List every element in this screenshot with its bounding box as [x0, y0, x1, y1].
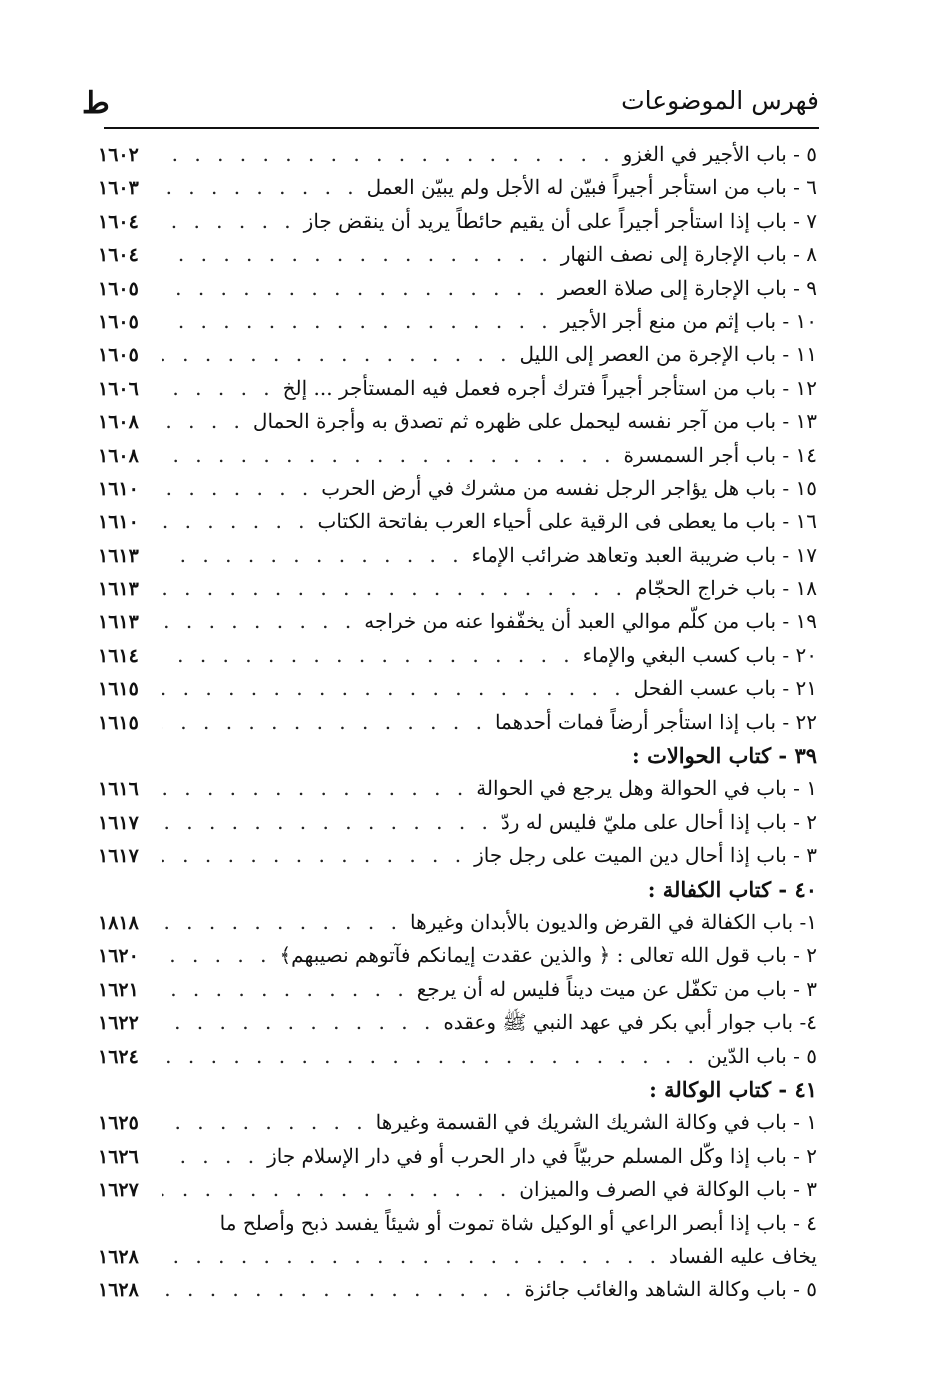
toc-entry — [98, 472, 817, 505]
leader-dots — [162, 605, 356, 638]
toc-entry-page: ١٦١٠ — [98, 477, 139, 500]
toc-entry — [98, 839, 817, 872]
leader-dots — [162, 405, 245, 438]
toc-entry-title: ٢٢ - باب إذا استأجر أرضاً فمات أحدهما — [494, 709, 817, 734]
table-of-contents — [98, 138, 817, 1307]
toc-entry — [98, 605, 817, 638]
toc-entry — [98, 1240, 817, 1273]
toc-entry-page: ١٦٠٤ — [98, 210, 139, 233]
toc-entry — [98, 772, 817, 805]
page-header — [82, 86, 819, 120]
toc-entry-title: ١٨ - باب خراج الحجّام — [635, 576, 817, 601]
leader-dots — [162, 772, 468, 805]
toc-entry-title: ٢ - باب إذا وكّل المسلم حربيّاً في دار الحرب أو في دار الإسلام جاز — [267, 1143, 817, 1168]
toc-entry-title: ١ - باب في وكالة الشريك الشريك في القسمة وغيرها — [375, 1110, 817, 1135]
leader-dots — [162, 305, 553, 338]
toc-entry-page: ١٦٠٨ — [98, 444, 139, 467]
leader-dots — [162, 706, 487, 739]
page-letter: ط — [82, 86, 110, 121]
toc-section-heading — [98, 873, 817, 906]
toc-entry-page: ١٦١٣ — [98, 544, 139, 567]
toc-entry — [98, 1173, 817, 1206]
leader-dots — [162, 1106, 368, 1139]
toc-entry — [98, 572, 817, 605]
toc-entry — [98, 706, 817, 739]
toc-entry-title: ٨ - باب الإجارة إلى نصف النهار — [560, 242, 817, 267]
section-heading-title: ٣٩ - كتاب الحوالات : — [632, 743, 817, 769]
leader-dots — [162, 272, 550, 305]
toc-entry-title: ١٤ - باب أجر السمسرة — [623, 442, 817, 467]
leader-dots — [162, 639, 575, 672]
section-heading-title: ٤١ - كتاب الوكالة : — [649, 1076, 817, 1102]
toc-entry-title: ١١ - باب الإجرة من العصر إلى الليل — [519, 342, 817, 367]
toc-entry-page: ١٨١٨ — [98, 911, 139, 934]
section-heading-title: ٤٠ - كتاب الكفالة : — [647, 876, 817, 902]
leader-dots — [162, 1040, 699, 1073]
leader-dots — [162, 539, 464, 572]
toc-entry — [98, 439, 817, 472]
leader-dots — [162, 672, 626, 705]
toc-entry — [98, 372, 817, 405]
toc-entry-title: ١٩ - باب من كلّم موالي العبد أن يخفّفوا عنه من خراجه — [364, 609, 817, 634]
leader-dots — [162, 1273, 516, 1306]
leader-dots — [162, 338, 512, 371]
toc-entry-page: ١٦٢٦ — [98, 1145, 139, 1168]
toc-entry-title: ٦ - باب من استأجر أجيراً فبيّن له الأجل ولم يبيّن العمل — [366, 175, 817, 200]
toc-entry-page: ١٦٠٢ — [98, 144, 139, 166]
toc-entry-title: ٥ - باب الأجير في الغزو — [622, 142, 817, 166]
toc-entry — [98, 1106, 817, 1139]
toc-entry-page: ١٦٠٥ — [98, 277, 139, 300]
leader-dots — [162, 472, 313, 505]
toc-entry-page: ١٦٢٧ — [98, 1179, 139, 1202]
toc-entry-title: ٥ - باب الدّين — [706, 1043, 817, 1068]
leader-dots — [162, 839, 466, 872]
toc-entry-page: ١٦٠٤ — [98, 244, 139, 267]
toc-entry-title: ٧ - باب إذا استأجر أجيراً على أن يقيم حائطاً يريد أن ينقض جاز — [303, 208, 817, 233]
toc-entry-page: ١٦٢٢ — [98, 1012, 139, 1035]
leader-dots — [162, 238, 553, 271]
toc-entry-title: ١٥ - باب هل يؤاجر الرجل نفسه من مشرك في أرض الحرب — [321, 475, 817, 500]
leader-dots — [162, 1240, 661, 1273]
toc-entry — [98, 272, 817, 305]
toc-entry-page: ١٦١٥ — [98, 711, 139, 734]
toc-section-heading — [98, 739, 817, 772]
toc-section-heading — [98, 1073, 817, 1106]
leader-dots — [162, 439, 615, 472]
toc-entry-title: ١٧ - باب ضريبة العبد وتعاهد ضرائب الإماء — [471, 542, 817, 567]
toc-entry-title: ١ - باب في الحوالة وهل يرجع في الحوالة — [476, 776, 817, 801]
toc-entry-page: ١٦٢٨ — [98, 1245, 139, 1268]
toc-entry-title: يخاف عليه الفساد — [669, 1243, 817, 1268]
toc-entry-title: ٩ - باب الإجارة إلى صلاة العصر — [557, 275, 817, 300]
toc-entry — [98, 205, 817, 238]
toc-entry-title: ١٦ - باب ما يعطى فى الرقية على أحياء العرب بفاتحة الكتاب — [317, 509, 817, 534]
toc-entry — [98, 1140, 817, 1173]
leader-dots — [162, 171, 359, 204]
toc-entry — [98, 806, 817, 839]
toc-entry-title: ٣ - باب إذا أحال دين الميت على رجل جاز — [474, 843, 817, 868]
toc-entry — [98, 305, 817, 338]
leader-dots — [162, 939, 271, 972]
toc-entry — [98, 138, 817, 171]
toc-entry-page: ١٦١٧ — [98, 845, 139, 868]
leader-dots — [162, 1173, 511, 1206]
toc-entry — [98, 338, 817, 371]
toc-entry-page: ١٦٠٣ — [98, 177, 139, 200]
leader-dots — [162, 1140, 259, 1173]
toc-entry-page: ١٦١٦ — [98, 778, 139, 801]
toc-entry-page: ١٦٠٥ — [98, 310, 139, 333]
toc-entry-page: ١٦٢٨ — [98, 1279, 139, 1302]
toc-entry — [98, 973, 817, 1006]
toc-entry-page: ١٦٠٦ — [98, 377, 139, 400]
toc-entry-title: ٢١ - باب عسب الفحل — [633, 676, 817, 701]
toc-entry-continued — [98, 1207, 817, 1240]
toc-entry-page: ١٦٢٠ — [98, 945, 139, 968]
toc-entry-title: ٢ - باب قول الله تعالى : ﴿ والذين عقدت إيمانكم فآتوهم نصيبهم﴾ — [279, 943, 817, 968]
toc-entry — [98, 906, 817, 939]
toc-entry-page: ١٦٠٥ — [98, 344, 139, 367]
leader-dots — [162, 505, 310, 538]
toc-entry — [98, 505, 817, 538]
toc-entry-title: ١٠ - باب إثم من منع أجر الأجير — [560, 308, 817, 333]
toc-entry-page: ١٦٢٥ — [98, 1112, 139, 1135]
toc-entry-title: ٣ - باب من تكفّل عن ميت ديناً فليس له أن يرجع — [416, 976, 817, 1001]
leader-dots — [162, 806, 493, 839]
leader-dots — [162, 1006, 435, 1039]
toc-entry — [98, 1040, 817, 1073]
header-rule — [104, 127, 819, 129]
toc-entry-title: ٢ - باب إذا أحال على مليّ فليس له ردّ — [500, 809, 817, 834]
leader-dots — [162, 205, 296, 238]
toc-entry — [98, 639, 817, 672]
toc-entry-page: ١٦٢٤ — [98, 1045, 139, 1068]
toc-entry — [98, 1006, 817, 1039]
page-title: فهرس الموضوعات — [621, 86, 819, 115]
toc-entry — [98, 171, 817, 204]
leader-dots — [162, 372, 275, 405]
toc-entry-page: ١٦١٥ — [98, 678, 139, 701]
toc-entry-title: ٤- باب جوار أبي بكر في عهد النبي ﷺ وعقده — [443, 1010, 817, 1035]
toc-entry-title: ١- باب الكفالة في القرض والديون بالأبدان وغيرها — [409, 909, 817, 934]
toc-entry — [98, 539, 817, 572]
toc-entry — [98, 939, 817, 972]
toc-entry-title: ٤ - باب إذا أبصر الراعي أو الوكيل شاة تموت أو شيئاً يفسد ذبح وأصلح ما — [219, 1210, 817, 1235]
toc-entry-page: ١٦١٣ — [98, 611, 139, 634]
leader-dots — [162, 973, 409, 1006]
toc-entry-page: ١٦١٤ — [98, 644, 139, 667]
toc-entry — [98, 238, 817, 271]
toc-entry-title: ١٢ - باب من استأجر أجيراً فترك أجره فعمل فيه المستأجر ... إلخ — [282, 375, 817, 400]
toc-entry-page: ١٦٢١ — [98, 978, 139, 1001]
toc-entry-page: ١٦٠٨ — [98, 411, 139, 434]
toc-entry-page: ١٦١٣ — [98, 578, 139, 601]
toc-entry-page: ١٦١٠ — [98, 511, 139, 534]
toc-entry-title: ٢٠ - باب كسب البغي والإماء — [582, 642, 817, 667]
toc-entry-page: ١٦١٧ — [98, 811, 139, 834]
leader-dots — [162, 572, 627, 605]
toc-entry — [98, 405, 817, 438]
toc-entry-title: ٥ - باب وكالة الشاهد والغائب جائزة — [524, 1277, 817, 1302]
leader-dots — [162, 138, 615, 171]
toc-entry — [98, 1273, 817, 1306]
toc-entry-title: ٣ - باب الوكالة في الصرف والميزان — [519, 1177, 817, 1202]
toc-entry — [98, 672, 817, 705]
toc-entry-title: ١٣ - باب من آجر نفسه ليحمل على ظهره ثم تصدق به وأجرة الحمال — [252, 409, 817, 434]
leader-dots — [162, 906, 402, 939]
